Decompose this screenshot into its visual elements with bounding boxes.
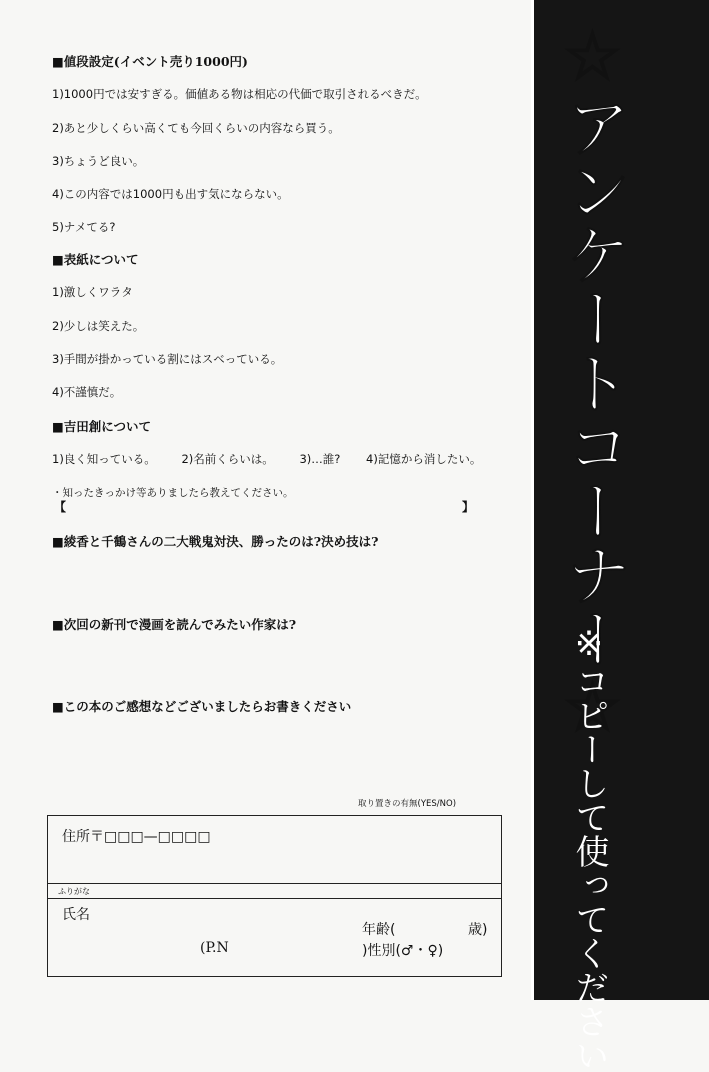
price-option-5[interactable]: 5)ナメてる? bbox=[52, 220, 116, 234]
yoshida-option-1[interactable]: 1)良く知っている。 bbox=[52, 452, 156, 466]
side-panel-subtitle: ※コピーして使ってください bbox=[569, 624, 609, 1072]
yoshida-answer-area[interactable] bbox=[72, 498, 458, 516]
cover-option-3[interactable]: 3)手間が掛かっている割にはスベっている。 bbox=[52, 352, 283, 366]
pen-name-label: (P.N bbox=[200, 940, 229, 956]
next-author-section-title: ■次回の新刊で漫画を読んでみたい作家は? bbox=[52, 617, 297, 632]
yoshida-options bbox=[52, 451, 503, 467]
reserve-label[interactable]: 取り置きの有無(YES/NO) bbox=[358, 799, 457, 809]
bracket-open: 【 bbox=[54, 500, 67, 514]
impressions-answer-area[interactable] bbox=[52, 717, 512, 792]
price-option-3[interactable]: 3)ちょうど良い。 bbox=[52, 154, 145, 168]
bracket-close: 】 bbox=[462, 500, 475, 514]
price-option-1[interactable]: 1)1000円では安すぎる。価値ある物は相応の代価で取引されるべきだ。 bbox=[52, 87, 427, 101]
form-divider-1 bbox=[48, 883, 501, 884]
yoshida-option-3[interactable]: 3)…誰? bbox=[299, 452, 341, 466]
age-unit: 歳) bbox=[468, 922, 488, 938]
yoshida-section-title: ■吉田創について bbox=[52, 419, 152, 434]
next-author-answer-area[interactable] bbox=[52, 635, 512, 693]
yoshida-note: ・知ったきっかけ等ありましたら教えてください。 bbox=[52, 487, 294, 499]
gender-field[interactable]: )性別(♂・♀) bbox=[362, 943, 444, 959]
cover-option-1[interactable]: 1)激しくワラタ bbox=[52, 285, 133, 299]
furigana-label: ふりがな bbox=[58, 887, 90, 896]
age-label: 年齢( bbox=[362, 922, 396, 938]
yoshida-option-2[interactable]: 2)名前くらいは。 bbox=[181, 452, 274, 466]
yoshida-option-4[interactable]: 4)記憶から消したい。 bbox=[366, 452, 482, 466]
price-section-title: ■値段設定(イベント売り1000円) bbox=[52, 54, 248, 69]
cover-option-2[interactable]: 2)少しは笑えた。 bbox=[52, 319, 145, 333]
pen-name-field[interactable] bbox=[248, 940, 358, 958]
address-field[interactable]: 住所〒□□□—□□□□ bbox=[62, 829, 211, 845]
battle-answer-area[interactable] bbox=[52, 552, 512, 610]
cover-section-title: ■表紙について bbox=[52, 252, 139, 267]
name-field[interactable] bbox=[108, 902, 348, 924]
form-divider-2 bbox=[48, 898, 501, 899]
contact-form bbox=[47, 815, 502, 977]
battle-section-title: ■綾香と千鶴さんの二大戦鬼対決、勝ったのは?決め技は? bbox=[52, 534, 379, 549]
name-label: 氏名 bbox=[62, 907, 90, 923]
price-option-2[interactable]: 2)あと少しくらい高くても今回くらいの内容なら買う。 bbox=[52, 121, 340, 135]
cover-option-4[interactable]: 4)不謹慎だ。 bbox=[52, 385, 122, 399]
price-option-4[interactable]: 4)この内容では1000円も出す気にならない。 bbox=[52, 187, 289, 201]
side-panel-title: ☆アンケートコーナー☆ bbox=[554, 18, 631, 744]
age-field[interactable] bbox=[420, 919, 464, 937]
impressions-section-title: ■この本のご感想などございましたらお書きください bbox=[52, 699, 352, 714]
